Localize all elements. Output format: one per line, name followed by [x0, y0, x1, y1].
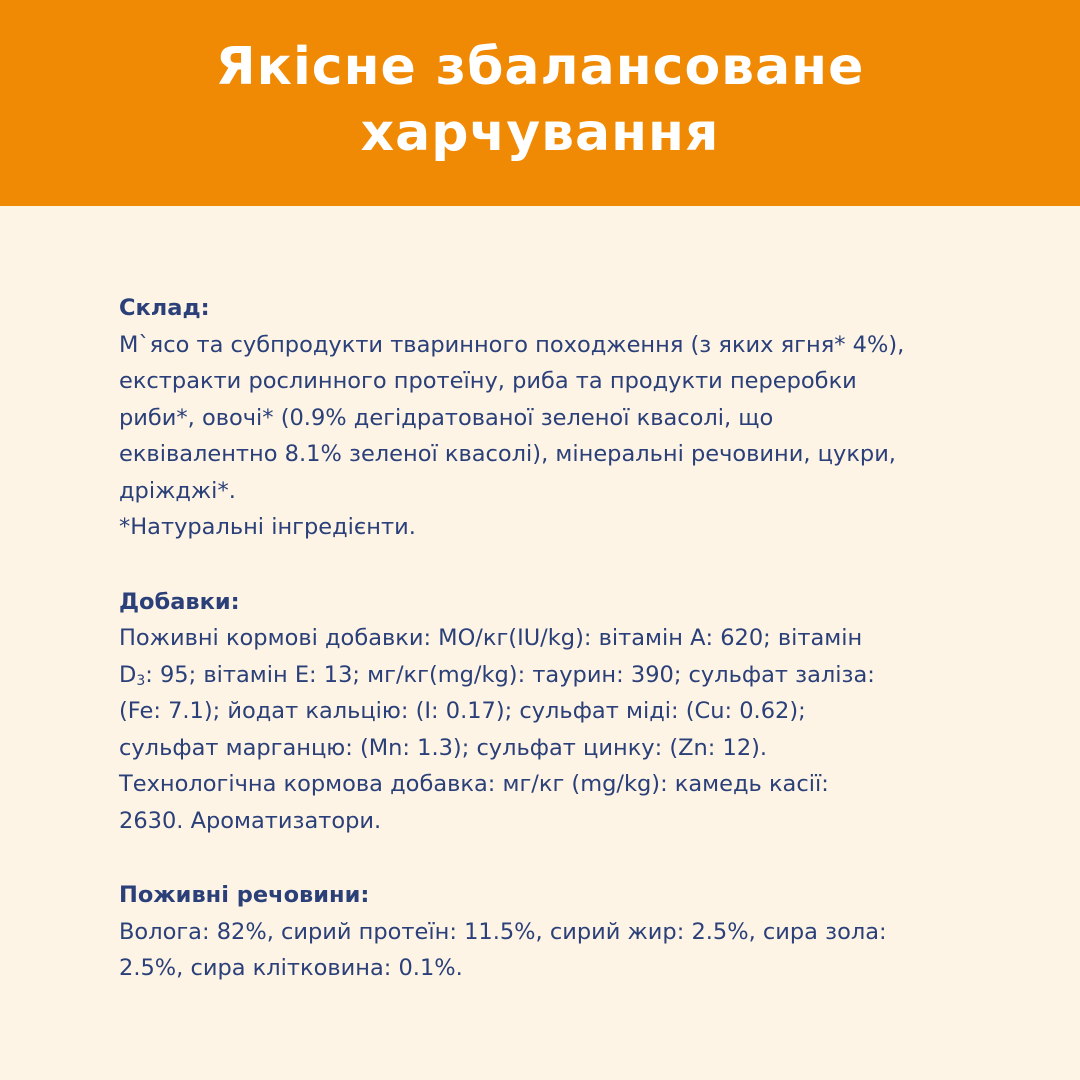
composition-section: [119, 290, 1019, 546]
additives-line: Поживні кормові добавки: МО/кг(IU/kg): вітамін А: 620; вітамін: [119, 625, 863, 651]
header-banner: [0, 0, 1080, 206]
composition-footnote: *Натуральні інгредієнти.: [119, 514, 416, 540]
nutrients-line: 2.5%, сира клітковина: 0.1%.: [119, 955, 463, 981]
page-title: [0, 34, 1080, 166]
composition-line: дріжджі*.: [119, 477, 236, 504]
additives-section: [119, 584, 1019, 840]
composition-line: риби*, овочі* (0.9% дегідратованої зеленої квасолі, що: [119, 404, 774, 431]
additives-line: Технологічна кормова добавка: мг/кг (mg/kg): камедь касії:: [119, 771, 829, 797]
additives-line: 2630. Ароматизатори.: [119, 807, 382, 834]
additives-line-rest: : 95; вітамін Е: 13; мг/кг(mg/kg): таурин: 390; сульфат заліза:: [145, 661, 875, 688]
additives-line: [119, 657, 1019, 694]
vitamin-d-subscript: 3: [136, 672, 146, 689]
composition-heading: Склад:: [119, 295, 210, 321]
composition-line: еквівалентно 8.1% зеленої квасолі), мінеральні речовини, цукри,: [119, 441, 896, 467]
page-title-line-2: харчування: [360, 103, 720, 163]
page-title-line-1: Якісне збалансоване: [215, 37, 865, 97]
additives-line: (Fe: 7.1); йодат кальцію: (I: 0.17); сульфат міді: (Cu: 0.62);: [119, 698, 806, 724]
vitamin-d-letter: D: [119, 661, 137, 688]
nutrients-section: [119, 877, 1019, 987]
nutrients-heading: Поживні речовини:: [119, 882, 370, 908]
nutrients-line: Вологa: 82%, сирий протеїн: 11.5%, сирий жир: 2.5%, сира зола:: [119, 918, 887, 945]
additives-heading: Добавки:: [119, 588, 240, 615]
composition-line: екстракти рослинного протеїну, риба та продукти переробки: [119, 368, 857, 394]
content-area: [119, 290, 1019, 1025]
additives-line: сульфат марганцю: (Mn: 1.3); сульфат цинку: (Zn: 12).: [119, 734, 768, 761]
composition-line: М`ясо та субпродукти тваринного походження (з яких ягня* 4%),: [119, 331, 905, 358]
